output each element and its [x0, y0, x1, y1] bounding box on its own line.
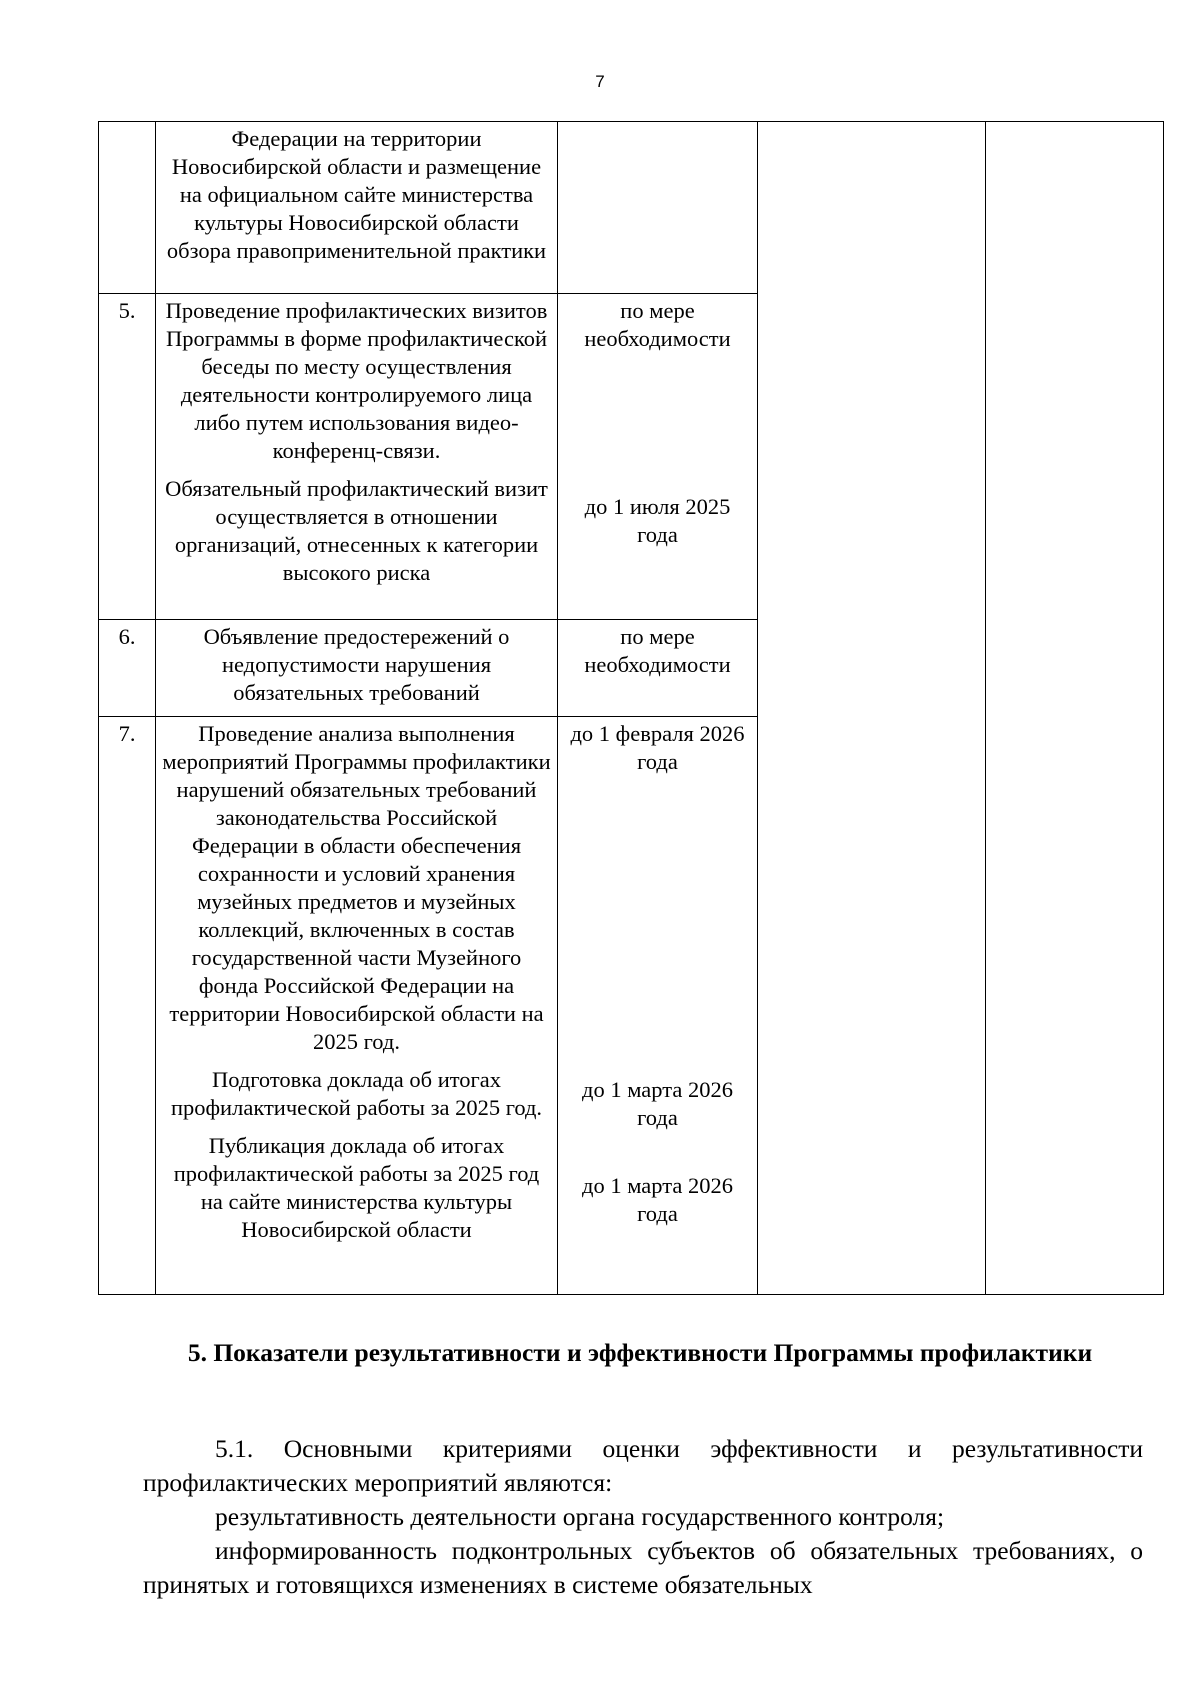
activity-text: Проведение профилактических визитов Программы в форме профилактической беседы по месту осуществления деятельности контролируемого лица либо путем использования видео-конференц-связи.: [165, 298, 548, 463]
term-text: до 1 июля 2025 года: [584, 494, 731, 547]
paragraph: информированность подконтрольных субъектов об обязательных требованиях, о принятых и готовящихся изменениях в системе обязательных: [143, 1536, 1143, 1599]
row-number: [99, 122, 156, 294]
term-text: до 1 марта 2026 года: [582, 1077, 733, 1130]
table-row-continuation: [99, 122, 1164, 294]
term-cell: [558, 294, 758, 620]
activity-text: Подготовка доклада об итогах профилактической работы за 2025 год.: [170, 1067, 543, 1120]
page-number: 7: [595, 72, 605, 91]
term-text: по мере необходимости: [584, 298, 731, 351]
term-cell: по мере необходимости: [558, 620, 758, 717]
term-cell: [558, 122, 758, 294]
activity-cell: [156, 717, 558, 1295]
section-title: 5. Показатели результативности и эффективности Программы профилактики: [187, 1338, 1093, 1367]
section-body: [143, 1432, 1143, 1602]
activity-cell: [156, 294, 558, 620]
row-number: 5.: [99, 294, 156, 620]
paragraph: результативность деятельности органа государственного контроля;: [215, 1502, 945, 1531]
activity-cell: Объявление предостережений о недопустимости нарушения обязательных требований: [156, 620, 558, 717]
activities-table: [98, 121, 1164, 1295]
activity-text: Обязательный профилактический визит осуществляется в отношении организаций, отнесенных к категории высокого риска: [165, 476, 548, 585]
method-cell: [986, 122, 1164, 1295]
paragraph: 5.1. Основными критериями оценки эффективности и результативности профилактических мероприятий являются:: [143, 1434, 1143, 1497]
term-text: до 1 марта 2026 года: [582, 1173, 733, 1226]
row-number: 6.: [99, 620, 156, 717]
term-text: до 1 февраля 2026 года: [570, 721, 745, 774]
activity-text: Публикация доклада об итогах профилактической работы за 2025 год на сайте министерства культуры Новосибирской области: [173, 1133, 540, 1242]
term-cell: [558, 717, 758, 1295]
activity-cell: Федерации на территории Новосибирской области и размещение на официальном сайте министерства культуры Новосибирской области обзора правоприменительной практики: [156, 122, 558, 294]
responsible-cell: [758, 122, 986, 1295]
activity-text: Проведение анализа выполнения мероприятий Программы профилактики нарушений обязательных требований законодательства Российской Федерации в области обеспечения сохранности и условий хранения музейных предметов и музейных коллекций, включенных в состав государственной части Музейного фонда Российской Федерации на территории Новосибирской области на 2025 год.: [162, 721, 551, 1054]
row-number: 7.: [99, 717, 156, 1295]
